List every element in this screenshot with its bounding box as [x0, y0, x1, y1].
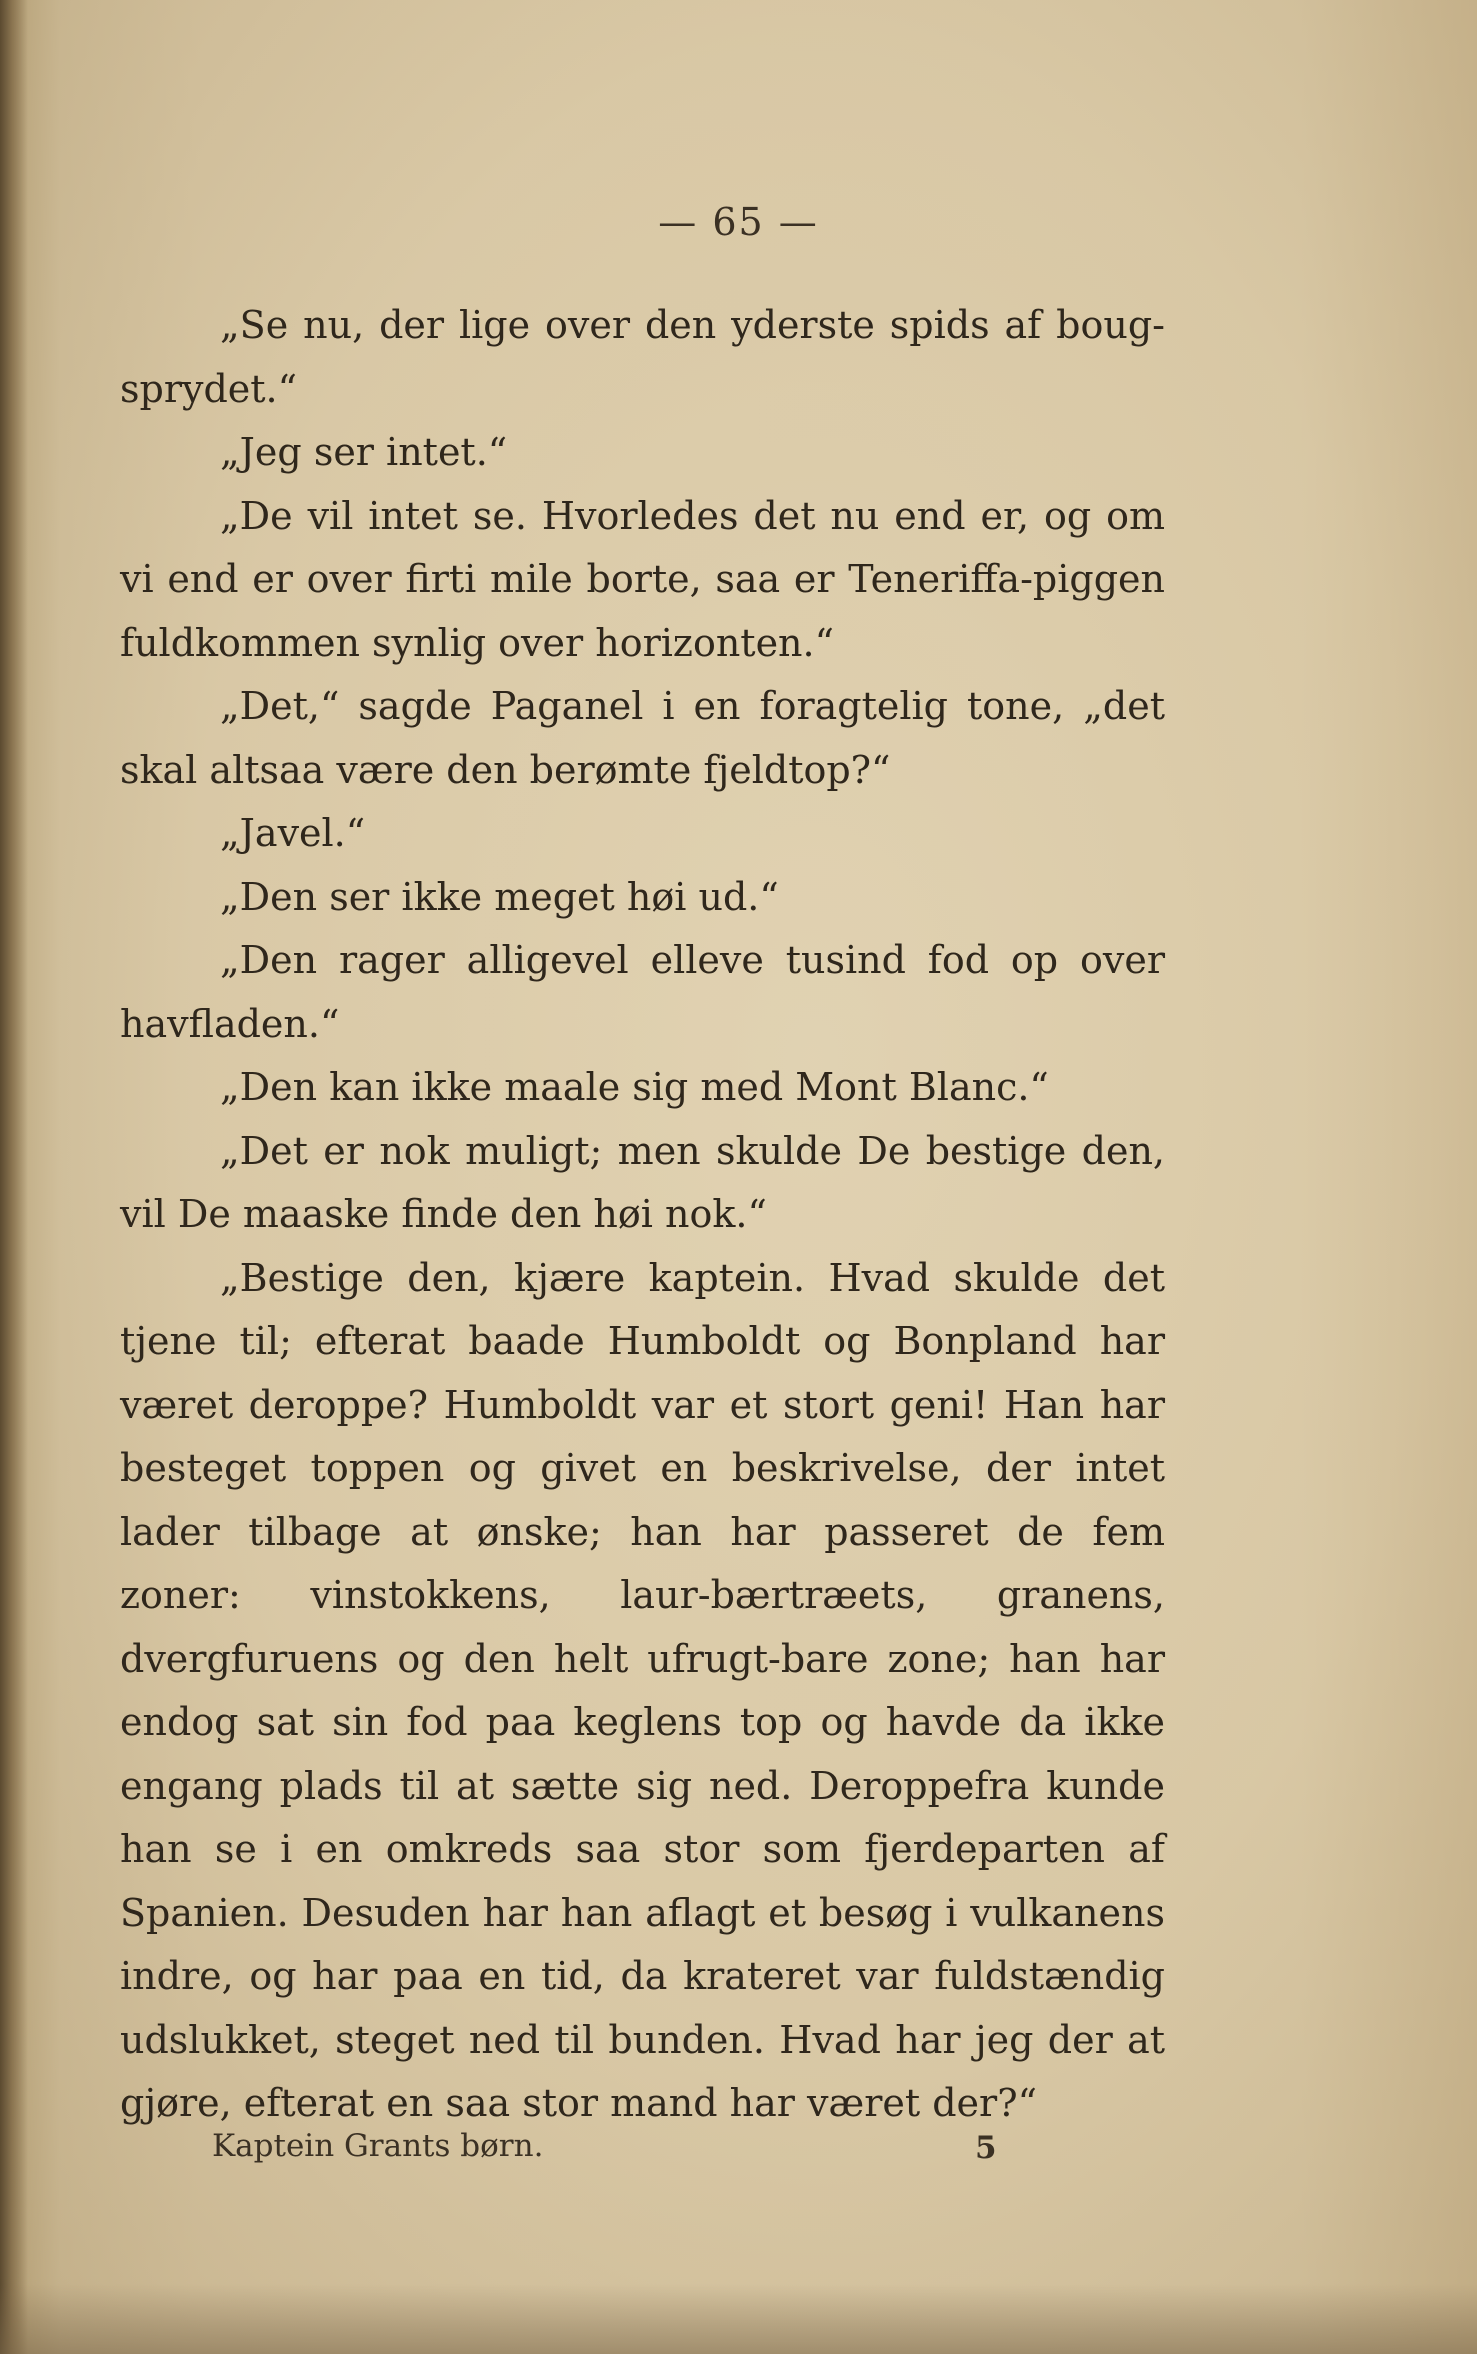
paragraph: „De vil intet se. Hvorledes det nu end er, og om vi end er over firti mile borte, saa er Teneriffa-piggen fuldkommen synlig over horizonten.“ [120, 493, 1165, 665]
body-text [120, 294, 1165, 2136]
paragraph: „Bestige den, kjære kaptein. Hvad skulde det tjene til; efterat baade Humboldt og Bonpland har været deroppe? Humboldt var et stort geni! Han har besteget toppen og givet en beskrivelse, der intet lader tilbage at ønske; han har passeret de fem zoner: vinstokkens, laur-bærtræets, granens, dvergfuruens og den helt ufrugt-bare zone; han har endog sat sin fod paa keglens top og havde da ikke engang plads til at sætte sig ned. Deroppefra kunde han se i en omkreds saa stor som fjerdeparten af Spanien. Desuden har han aflagt et besøg i vulkanens indre, og har paa en tid, da krateret var fuldstændig udslukket, steget ned til bunden. Hvad har jeg der at gjøre, efterat en saa stor mand har været der?“ [120, 1255, 1165, 2125]
paragraph: „Jeg ser intet.“ [220, 430, 508, 474]
paragraph: „Se nu, der lige over den yderste spids af boug-sprydet.“ [120, 303, 1165, 411]
page-number: — 65 — [658, 200, 819, 244]
paragraph: „Den ser ikke meget høi ud.“ [220, 874, 779, 919]
paragraph: „Den rager alligevel elleve tusind fod op over havfladen.“ [120, 938, 1165, 1046]
signature-mark: 5 [975, 2130, 997, 2166]
paragraph: „Den kan ikke maale sig med Mont Blanc.“ [220, 1065, 1049, 1109]
running-footer-title: Kaptein Grants børn. [212, 2128, 544, 2164]
paragraph: „Javel.“ [220, 811, 366, 855]
paragraph: „Det er nok muligt; men skulde De bestige den, vil De maaske finde den høi nok.“ [120, 1128, 1165, 1236]
paragraph: „Det,“ sagde Paganel i en foragtelig tone, „det skal altsaa være den berømte fjeldtop?“ [120, 684, 1165, 792]
